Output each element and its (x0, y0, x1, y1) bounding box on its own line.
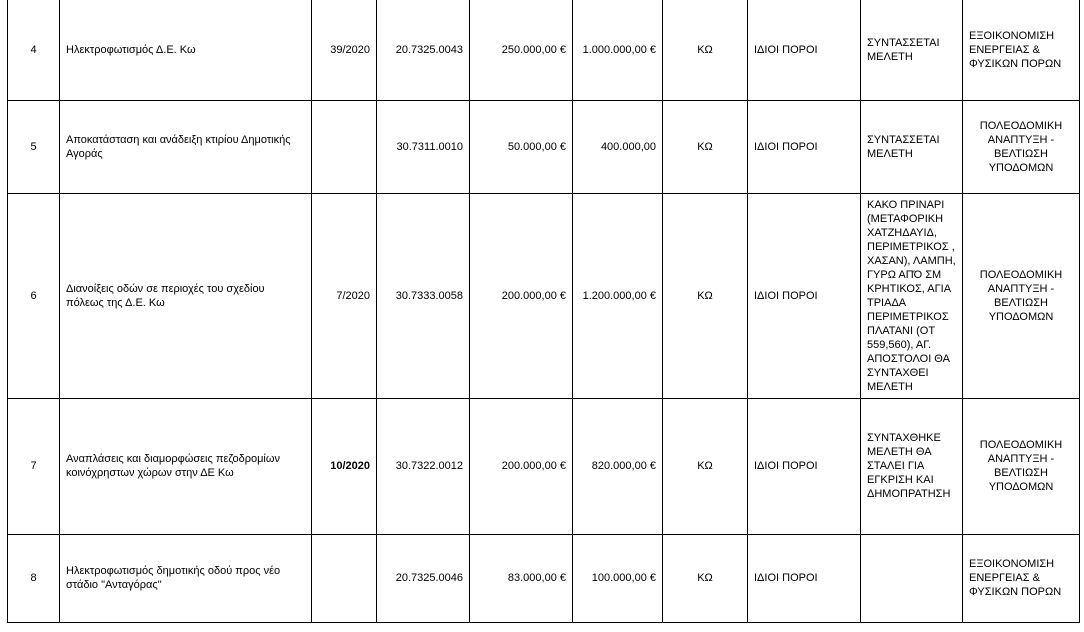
row-number: 7 (8, 398, 60, 534)
annual-amount: 50.000,00 € (470, 100, 573, 193)
project-status: ΣΥΝΤΑΧΘΗΚΕ ΜΕΛΕΤΗ ΘΑ ΣΤΑΛΕΙ ΓΙΑ ΕΓΚΡΙΣΗ ΚΑΙ ΔΗΜΟΠΡΑΤΗΣΗ (861, 398, 963, 534)
total-budget: 1.000.000,00 € (573, 0, 663, 100)
strategic-axis: ΠΟΛΕΟΔΟΜΙΚΗ ΑΝΑΠΤΥΞΗ - ΒΕΛΤΙΩΣΗ ΥΠΟΔΟΜΩΝ (963, 398, 1080, 534)
table-row (8, 398, 1080, 534)
table-row (8, 193, 1080, 398)
total-budget: 1.200.000,00 € (573, 193, 663, 398)
project-title: Ηλεκτροφωτισμός Δ.Ε. Κω (60, 0, 312, 100)
strategic-axis: ΠΟΛΕΟΔΟΜΙΚΗ ΑΝΑΠΤΥΞΗ - ΒΕΛΤΙΩΣΗ ΥΠΟΔΟΜΩΝ (963, 193, 1080, 398)
strategic-axis: ΕΞΟΙΚΟΝΟΜΙΣΗ ΕΝΕΡΓΕΙΑΣ & ΦΥΣΙΚΩΝ ΠΟΡΩΝ (963, 0, 1080, 100)
annual-amount: 200.000,00 € (470, 398, 573, 534)
funding-source: ΙΔΙΟΙ ΠΟΡΟΙ (748, 398, 861, 534)
table-row (8, 534, 1080, 622)
table-row (8, 100, 1080, 193)
project-status: ΣΥΝΤΑΣΣΕΤΑΙ ΜΕΛΕΤΗ (861, 0, 963, 100)
row-number: 4 (8, 0, 60, 100)
annual-amount: 250.000,00 € (470, 0, 573, 100)
location: ΚΩ (663, 0, 748, 100)
location: ΚΩ (663, 398, 748, 534)
project-title: Ηλεκτροφωτισμός δημοτικής οδού προς νέο στάδιο "Ανταγόρας" (60, 534, 312, 622)
annual-amount: 83.000,00 € (470, 534, 573, 622)
total-budget: 100.000,00 € (573, 534, 663, 622)
budget-code: 30.7333.0058 (377, 193, 470, 398)
location: ΚΩ (663, 193, 748, 398)
location: ΚΩ (663, 100, 748, 193)
project-status: ΣΥΝΤΑΣΣΕΤΑΙ ΜΕΛΕΤΗ (861, 100, 963, 193)
total-budget: 820.000,00 € (573, 398, 663, 534)
row-number: 8 (8, 534, 60, 622)
project-status (861, 534, 963, 622)
decision-number: 10/2020 (312, 398, 377, 534)
funding-source: ΙΔΙΟΙ ΠΟΡΟΙ (748, 100, 861, 193)
projects-table (7, 0, 1080, 623)
funding-source: ΙΔΙΟΙ ΠΟΡΟΙ (748, 0, 861, 100)
decision-number: 39/2020 (312, 0, 377, 100)
project-status: ΚΑΚΟ ΠΡΙΝΑΡΙ (ΜΕΤΑΦΟΡΙΚΗ ΧΑΤΖΗΔΑΥΙΔ, ΠΕΡΙΜΕΤΡΙΚΟΣ , ΧΑΣΑΝ), ΛΑΜΠΗ, ΓΥΡΩ ΑΠΌ ΣΜ ΚΡΗΤΙΚΟΣ, ΑΓΙΑ ΤΡΙΑΔΑ ΠΕΡΙΜΕΤΡΙΚΟΣ ΠΛΑΤΑΝΙ (ΟΤ 559,560), ΑΓ. ΑΠΟΣΤΟΛΟΙ ΘΑ ΣΥΝΤΑΧΘΕΙ ΜΕΛΕΤΗ (861, 193, 963, 398)
decision-number (312, 534, 377, 622)
row-number: 6 (8, 193, 60, 398)
budget-code: 30.7311.0010 (377, 100, 470, 193)
strategic-axis: ΕΞΟΙΚΟΝΟΜΙΣΗ ΕΝΕΡΓΕΙΑΣ & ΦΥΣΙΚΩΝ ΠΟΡΩΝ (963, 534, 1080, 622)
budget-code: 20.7325.0043 (377, 0, 470, 100)
project-title: Αποκατάσταση και ανάδειξη κτιρίου Δημοτικής Αγοράς (60, 100, 312, 193)
row-number: 5 (8, 100, 60, 193)
decision-number: 7/2020 (312, 193, 377, 398)
project-title: Διανοίξεις οδών σε περιοχές του σχεδίου πόλεως της Δ.Ε. Κω (60, 193, 312, 398)
budget-code: 30.7322.0012 (377, 398, 470, 534)
annual-amount: 200.000,00 € (470, 193, 573, 398)
project-title: Αναπλάσεις και διαμορφώσεις πεζοδρομίων κοινόχρηστων χώρων στην ΔΕ Κω (60, 398, 312, 534)
location: ΚΩ (663, 534, 748, 622)
funding-source: ΙΔΙΟΙ ΠΟΡΟΙ (748, 193, 861, 398)
budget-code: 20.7325.0046 (377, 534, 470, 622)
strategic-axis: ΠΟΛΕΟΔΟΜΙΚΗ ΑΝΑΠΤΥΞΗ - ΒΕΛΤΙΩΣΗ ΥΠΟΔΟΜΩΝ (963, 100, 1080, 193)
decision-number (312, 100, 377, 193)
funding-source: ΙΔΙΟΙ ΠΟΡΟΙ (748, 534, 861, 622)
table-row (8, 0, 1080, 100)
total-budget: 400.000,00 (573, 100, 663, 193)
